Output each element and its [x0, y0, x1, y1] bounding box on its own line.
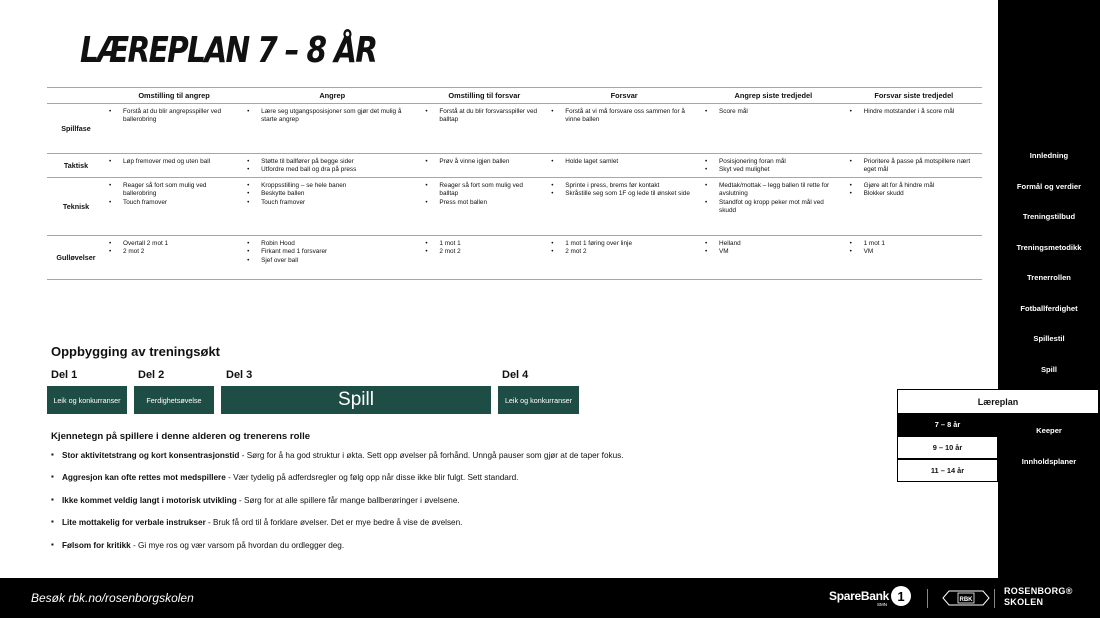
list-item: • Overtall 2 mot 1	[109, 240, 239, 248]
session-title: Oppbygging av treningsøkt	[51, 344, 221, 359]
characteristics-list	[51, 451, 931, 563]
session-block: Leik og konkurranser	[498, 386, 579, 414]
column-header: Forsvar	[547, 88, 701, 104]
list-item: • 1 mot 1	[850, 240, 978, 248]
list-item	[51, 473, 931, 495]
list-item: • Kroppsstilling – se hele banen	[247, 182, 417, 190]
table-cell	[846, 154, 982, 178]
column-header: Omstilling til angrep	[105, 88, 243, 104]
page-title: LÆREPLAN 7 – 8 ÅR	[80, 30, 377, 71]
table-row	[47, 236, 982, 280]
item-heading: Ikke kommet veldig langt i motorisk utvikling	[62, 495, 237, 505]
list-item: • VM	[705, 248, 842, 256]
table-cell	[547, 178, 701, 236]
characteristics-title: Kjennetegn på spillere i denne alderen og trenerens rolle	[51, 431, 311, 442]
item-text: - Vær tydelig på adferdsregler og følg opp når disse ikke blir fulgt. Sett standard.	[225, 473, 519, 483]
row-header: Teknisk	[47, 178, 105, 236]
list-item: • Sjef over ball	[247, 257, 417, 265]
part-label: Del 2	[138, 369, 165, 381]
nav-item-spillestil[interactable]: Spillestil	[1033, 334, 1065, 343]
badge-text: RBK	[959, 597, 973, 603]
item-text: - Bruk få ord til å forklare øvelser. Det er mye bedre å vise de øvelsen.	[205, 518, 463, 528]
table-cell	[243, 236, 421, 280]
list-item: • Standfot og kropp peker mot mål ved skudd	[705, 199, 842, 216]
list-item	[51, 451, 931, 473]
item-heading: Aggresjon kan ofte rettes mot medspillere	[62, 473, 226, 483]
list-item: • Beskytte ballen	[247, 190, 417, 198]
list-item: • Score mål	[705, 108, 842, 116]
rbk-badge-icon	[941, 589, 991, 607]
table-cell	[243, 104, 421, 154]
sponsor-name: SpareBank	[829, 589, 889, 603]
row-header: Spillfase	[47, 104, 105, 154]
list-item: • 2 mot 2	[425, 248, 543, 256]
table-row	[47, 104, 982, 154]
school-line: SKOLEN	[1004, 597, 1044, 607]
school-line: ROSENBORG®	[1004, 586, 1073, 596]
nav-item-laereplan[interactable]: Læreplan	[897, 389, 1099, 414]
row-header: Taktisk	[47, 154, 105, 178]
list-item: • Helland	[705, 240, 842, 248]
table-cell	[243, 178, 421, 236]
nav-item-treningstilbud[interactable]: Treningstilbud	[1022, 212, 1076, 221]
table-cell	[846, 104, 982, 154]
footer-link[interactable]: Besøk rbk.no/rosenborgskolen	[31, 591, 194, 605]
part-label: Del 1	[51, 369, 78, 381]
list-item: • 1 mot 1	[425, 240, 543, 248]
footer	[0, 578, 1100, 618]
list-item: • Sprinte i press, brems før kontakt	[551, 182, 697, 190]
list-item: • 2 mot 2	[109, 248, 239, 256]
table-cell	[105, 104, 243, 154]
divider	[994, 589, 995, 608]
list-item: • Press mot ballen	[425, 199, 543, 207]
list-item: • Løp fremover med og uten ball	[109, 158, 239, 166]
nav-item-innledning[interactable]: Innledning	[1029, 151, 1069, 160]
list-item: • Reager så fort som mulig ved balltap	[425, 182, 543, 199]
nav-item-treningsmetodikk[interactable]: Treningsmetodikk	[1016, 243, 1082, 252]
column-header: Angrep siste tredjedel	[701, 88, 846, 104]
session-block: Ferdighetsøvelse	[134, 386, 214, 414]
list-item: • Holde laget samlet	[551, 158, 697, 166]
table-cell	[547, 104, 701, 154]
list-item: • 1 mot 1 føring over linje	[551, 240, 697, 248]
item-text: - Sørg for å ha god struktur i økta. Sett opp øvelser på forhånd. Unngå pauser som gjør at de taper fokus.	[239, 451, 624, 460]
list-item: • Støtte til ballfører på begge sider	[247, 158, 417, 166]
list-item: • Prøv å vinne igjen ballen	[425, 158, 543, 166]
table-cell	[105, 178, 243, 236]
list-item: • Forstå at du blir angrepsspiller ved ballerobring	[109, 108, 239, 125]
sponsor-sub: SMN	[877, 602, 887, 607]
part-label: Del 3	[226, 369, 253, 381]
list-item: • 2 mot 2	[551, 248, 697, 256]
row-header: Gulløvelser	[47, 236, 105, 280]
table-cell	[105, 154, 243, 178]
subnav-item-9-10[interactable]: 9 – 10 år	[897, 436, 998, 459]
table-header-row	[47, 88, 982, 104]
list-item: • Hindre motstander i å score mål	[850, 108, 978, 116]
rosenborg-skolen-logo	[1004, 586, 1073, 608]
sparebank-logo	[829, 586, 911, 606]
table-cell	[421, 104, 547, 154]
list-item	[51, 541, 931, 563]
table-cell	[701, 178, 846, 236]
table-cell	[421, 178, 547, 236]
table-cell	[105, 236, 243, 280]
list-item: • Firkant med 1 forsvarer	[247, 248, 417, 256]
table-row	[47, 154, 982, 178]
table-cell	[846, 236, 982, 280]
table-cell	[701, 236, 846, 280]
nav-item-formal[interactable]: Formål og verdier	[1016, 182, 1082, 191]
part-label: Del 4	[502, 369, 529, 381]
item-text: - Gi mye ros og vær varsom på hvordan du ordlegger deg.	[130, 540, 345, 550]
nav-item-innholdsplaner[interactable]: Innholdsplaner	[1021, 457, 1077, 466]
table-cell	[701, 104, 846, 154]
sidebar-nav	[998, 0, 1100, 578]
curriculum-table	[47, 87, 982, 280]
nav-item-trenerrollen[interactable]: Trenerrollen	[1027, 273, 1071, 282]
table-cell	[547, 236, 701, 280]
list-item: • Prioritere å passe på motspillere nært eget mål	[850, 158, 978, 175]
divider	[927, 589, 928, 608]
item-heading: Stor aktivitetstrang og kort konsentrasjonstid	[62, 451, 240, 460]
list-item: • Reager så fort som mulig ved ballerobring	[109, 182, 239, 199]
list-item: • Touch framover	[247, 199, 417, 207]
nav-item-spill[interactable]: Spill	[1040, 365, 1058, 374]
list-item	[51, 518, 931, 540]
list-item: • Skråstille seg som 1F og lede til ønsket side	[551, 190, 697, 198]
session-block: Leik og konkurranser	[47, 386, 127, 414]
subnav-item-11-14[interactable]: 11 – 14 år	[897, 459, 998, 482]
table-cell	[701, 154, 846, 178]
list-item: • Posisjonering foran mål	[705, 158, 842, 166]
column-header: Angrep	[243, 88, 421, 104]
list-item: • Skyt ved mulighet	[705, 166, 842, 174]
list-item: • Forstå at du blir forsvarsspiller ved balltap	[425, 108, 543, 125]
table-row	[47, 178, 982, 236]
item-text: - Sørg for at alle spillere får mange ballberøringer i øvelsene.	[236, 495, 460, 505]
list-item: • Gjøre alt for å hindre mål	[850, 182, 978, 190]
table-cell	[421, 154, 547, 178]
column-header: Omstilling til forsvar	[421, 88, 547, 104]
sponsor-number: 1	[891, 586, 911, 606]
list-item: • Touch framover	[109, 199, 239, 207]
list-item	[51, 496, 931, 518]
list-item: • Lære seg utgangsposisjoner som gjør det mulig å starte angrep	[247, 108, 417, 125]
session-block-main: Spill	[221, 386, 491, 414]
column-header: Forsvar siste tredjedel	[846, 88, 982, 104]
nav-item-fotballferdighet[interactable]: Fotballferdighet	[1020, 304, 1078, 313]
list-item: • Blokker skudd	[850, 190, 978, 198]
table-cell	[547, 154, 701, 178]
table-cell	[846, 178, 982, 236]
item-heading: Følsom for kritikk	[62, 540, 131, 550]
list-item: • Forstå at vi må forsvare oss sammen for å vinne ballen	[551, 108, 697, 125]
nav-item-keeper[interactable]: Keeper	[1036, 426, 1062, 435]
table-cell	[421, 236, 547, 280]
item-heading: Lite mottakelig for verbale instrukser	[62, 518, 206, 528]
subnav-item-7-8[interactable]: 7 – 8 år	[897, 413, 998, 436]
table-corner	[47, 88, 105, 104]
list-item: • Robin Hood	[247, 240, 417, 248]
list-item: • Medtak/mottak – legg ballen til rette for avslutning	[705, 182, 842, 199]
list-item: • VM	[850, 248, 978, 256]
list-item: • Utfordre med ball og dra på press	[247, 166, 417, 174]
table-cell	[243, 154, 421, 178]
